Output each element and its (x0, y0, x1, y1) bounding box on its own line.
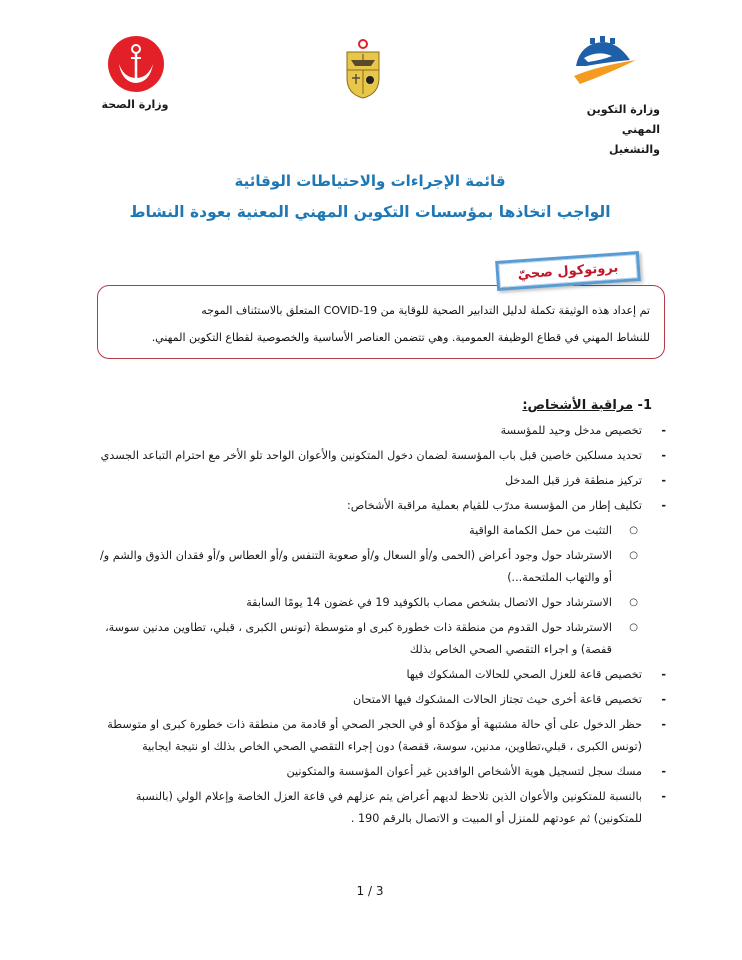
dash-bullet-icon: - (661, 790, 666, 803)
protocol-badge-label: بروتوكول صحيّ (517, 260, 619, 282)
intro-line-1: تم إعداد هذه الوثيقة تكملة لدليل التدابير الصحية للوقاية من COVID-19 المتعلق بالاستئناف الموجه (201, 304, 650, 317)
circle-bullet-icon: ○ (629, 550, 638, 561)
tunisia-coat-of-arms-icon (343, 38, 383, 100)
list-item (100, 495, 674, 517)
sub-list-item (100, 592, 674, 614)
dash-bullet-icon: - (661, 718, 666, 731)
circle-bullet-icon: ○ (629, 525, 638, 536)
dash-bullet-icon: - (661, 424, 666, 437)
intro-text (110, 297, 650, 351)
measures-list (100, 420, 674, 833)
sub-list-item-text: التثبت من حمل الكمامة الواقية (469, 524, 612, 537)
list-item (100, 470, 674, 492)
list-item-text: مسك سجل لتسجيل هوية الأشخاص الوافدين غير أعوان المؤسسة والمتكونين (286, 765, 642, 778)
sub-list-item-text: الاسترشاد حول الاتصال بشخص مصاب بالكوفيد 19 في غضون 14 يومًا السابقة (246, 596, 612, 609)
sub-list-item-text: الاسترشاد حول وجود أعراض (الحمى و/أو السعال و/أو صعوبة التنفس و/أو العطاس و/أو فقدان الذوق والشم و/أو والتهاب الملتحمة...) (100, 549, 612, 584)
ministry-of-training-label-line2: والتشغيل (609, 143, 660, 156)
section-number: 1- (637, 398, 652, 413)
ministry-of-health-logo (108, 36, 164, 92)
list-item (100, 689, 674, 711)
list-item (100, 445, 674, 467)
document-title: قائمة الإجراءات والاحتياطات الوقائية (234, 172, 506, 190)
list-item-text: تخصيص مدخل وحيد للمؤسسة (500, 424, 642, 437)
list-item-text: حظر الدخول على أي حالة مشتبهة أو مؤكدة أو في الحجر الصحي أو قادمة من منطقة ذات خطورة كبرى او متوسطة (تونس الكبرى ، قبلي،تطاوين، مدنين، سوسة، قفصة) دون إجراء التقصي الصحي الخاص بذلك او نتيجة ايجابية (107, 718, 642, 753)
list-item (100, 761, 674, 783)
list-item-text: تخصيص قاعة للعزل الصحي للحالات المشكوك فيها (406, 668, 642, 681)
gear-swoosh-icon (568, 36, 638, 88)
circle-bullet-icon: ○ (629, 597, 638, 608)
ministry-of-training-label (560, 100, 660, 160)
list-item-text: تخصيص قاعة أخرى حيث تجتاز الحالات المشكوك فيها الامتحان (353, 693, 642, 706)
circle-bullet-icon: ○ (629, 622, 638, 633)
ministry-of-training-logo (568, 36, 638, 88)
list-item (100, 420, 674, 442)
dash-bullet-icon: - (661, 449, 666, 462)
dash-bullet-icon: - (661, 668, 666, 681)
ministry-of-training-label-line1: وزارة التكوين المهني (586, 103, 660, 136)
sub-list-item (100, 520, 674, 542)
document-subtitle: الواجب اتخاذها بمؤسسات التكوين المهني المعنية بعودة النشاط (129, 203, 611, 221)
sub-list-item (100, 617, 674, 661)
list-item-text: تركيز منطقة فرز قبل المدخل (505, 474, 642, 487)
ministry-of-health-label: وزارة الصحة (101, 98, 169, 111)
list-item-text: تكليف إطار من المؤسسة مدرّب للقيام بعملية مراقبة الأشخاص: (347, 499, 642, 512)
sub-list-item (100, 545, 674, 589)
sub-list-item-text: الاسترشاد حول القدوم من منطقة ذات خطورة كبرى او متوسطة (تونس الكبرى ، قبلي، تطاوين مدنين سوسة، قفصة) و اجراء التقصي الصحي الخاص بذلك (105, 621, 612, 656)
list-item-text: بالنسبة للمتكونين والأعوان الذين تلاحظ لديهم أعراض يتم عزلهم في قاعة العزل الخاصة وإعلام الولي (بالنسبة للمتكونين) ثم عودتهم للمنزل أو المبيت و الاتصال بالرقم 190 . (135, 790, 642, 825)
list-item (100, 664, 674, 686)
section-heading (300, 398, 652, 413)
page-number: 1 / 3 (356, 884, 384, 898)
list-item-text: تحديد مسلكين خاصين قبل باب المؤسسة لضمان دخول المتكونين والأعوان الواحد تلو الأخر مع احترام التباعد الجسدي (100, 449, 642, 462)
intro-line-2: للنشاط المهني في قطاع الوظيفة العمومية. وهي تتضمن العناصر الأساسية والخصوصية لقطاع التكوين المهني. (151, 331, 650, 344)
section-title: مراقبة الأشخاص: (522, 398, 634, 413)
red-crescent-anchor-icon (108, 36, 164, 92)
dash-bullet-icon: - (661, 693, 666, 706)
list-item (100, 714, 674, 758)
dash-bullet-icon: - (661, 474, 666, 487)
dash-bullet-icon: - (661, 499, 666, 512)
list-item (100, 786, 674, 830)
dash-bullet-icon: - (661, 765, 666, 778)
